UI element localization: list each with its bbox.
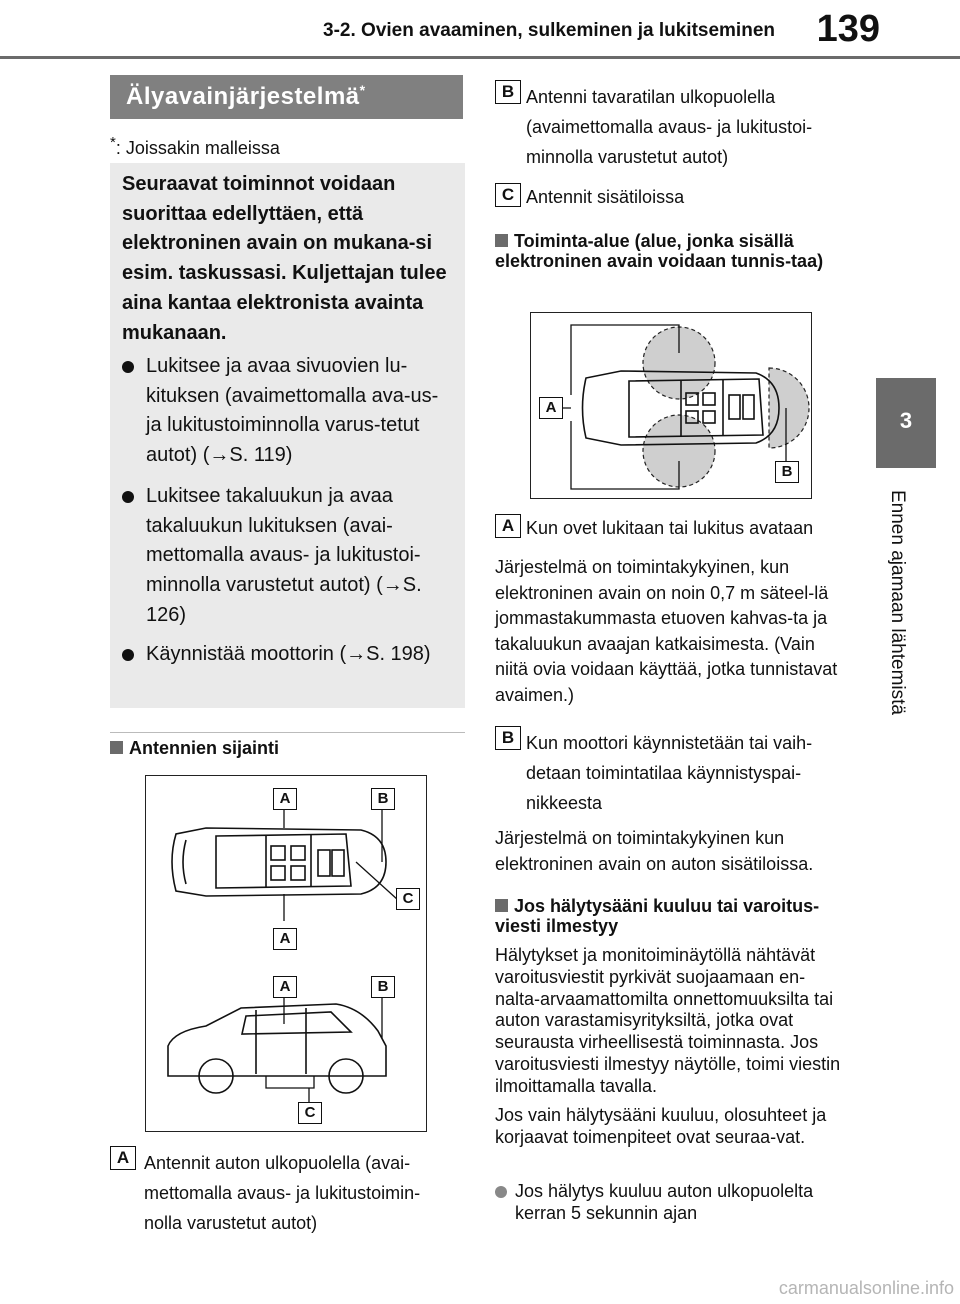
legend-text-a: Antennit auton ulkopuolella (avai-mettomalla avaus- ja lukitustoimin-nolla varustetut autot) <box>144 1153 421 1233</box>
legend-label-b: B <box>495 80 521 104</box>
figure-label-a: A <box>539 397 563 419</box>
range-label-a: A <box>495 514 521 538</box>
figure-label-c: C <box>298 1102 322 1124</box>
info-box-intro: Seuraavat toiminnot voidaan suorittaa edellyttäen, että elektroninen avain on mukana-si esim. taskussasi. Kuljettajan tulee aina kantaa elektronista avainta mukanaan. <box>122 173 447 344</box>
figure-label-b: B <box>371 788 395 810</box>
range-title-b: Kun moottori käynnistetään tai vaih-detaan toimintatilaa käynnistyspai-nikkeesta <box>526 733 813 813</box>
figure-label-a: A <box>273 976 297 998</box>
header-rule <box>0 56 960 59</box>
legend-label-a: A <box>110 1146 136 1170</box>
info-bullet <box>122 640 457 670</box>
section-divider <box>110 732 465 733</box>
page-number: 139 <box>816 8 880 50</box>
figure-label-a: A <box>273 928 297 950</box>
chapter-title: Ennen ajamaan lähtemistä <box>887 490 908 715</box>
chapter-number: 3 <box>899 408 913 433</box>
range-label-b: B <box>495 726 521 750</box>
car-diagram-icon <box>146 776 426 1131</box>
alarm-bullet-text: Jos hälytys kuuluu auton ulkopuolelta kerran 5 sekunnin ajan <box>515 1181 814 1223</box>
operating-range-figure <box>530 312 812 499</box>
figure-label-a: A <box>273 788 297 810</box>
running-header: 3-2. Ovien avaaminen, sulkeminen ja lukitseminen <box>323 20 775 41</box>
legend-text-b: Antenni tavaratilan ulkopuolella (avaimettomalla avaus- ja lukitustoi-minnolla varustetut autot) <box>526 87 813 167</box>
alarm-bullet <box>495 1181 850 1225</box>
watermark: carmanualsonline.info <box>778 1278 954 1298</box>
bullet-dot-icon <box>122 361 134 373</box>
antenna-heading-text: Antennien sijainti <box>129 738 280 758</box>
alarm-paragraph-2: Jos vain hälytysääni kuuluu, olosuhteet ja korjaavat toimenpiteet ovat seuraa-vat. <box>495 1105 827 1147</box>
square-bullet-icon <box>495 234 508 247</box>
antenna-location-figure <box>145 775 427 1132</box>
antenna-heading <box>110 738 465 758</box>
range-text-a: Järjestelmä on toimintakykyinen, kun elektroninen avain on noin 0,7 m säteel-lä jommastakummasta etuoven kahvas-ta ja takaluukun avaajan katkaisimesta. (Vain niitä ovia voidaan käyttää, jotka tunnistavat avaimen.) <box>495 557 838 705</box>
bullet-dot-icon <box>122 649 134 661</box>
footnote-mark: * <box>110 134 116 151</box>
range-heading-text: Toiminta-alue (alue, jonka sisällä elektroninen avain voidaan tunnis-taa) <box>495 231 824 271</box>
alarm-paragraph-1: Hälytykset ja monitoiminäytöllä nähtävät varoitusviestit pyrkivät suojaamaan en-nalta-arvaamattomilta onnettomuuksilta tai auton varastamisyrityksiltä, jotka ovat seurausta virheellisestä toiminnasta. Jos varoitusviesti ilmestyy näytölle, toimi viestin ilmoittamalla tavalla. <box>495 945 841 1096</box>
info-bullet-text: Lukitsee ja avaa sivuovien lu-kituksen (avaimettomalla ava-us- ja lukitustoiminnolla varus-tetut autot) (→S. 119) <box>146 355 439 467</box>
legend-text-c: Antennit sisätiloissa <box>526 187 685 207</box>
section-title <box>110 75 463 119</box>
info-bullet-text: Lukitsee takaluukun ja avaa takaluukun lukituksen (avai-mettomalla avaus- ja lukitustoi-minnolla varustetut autot) (→S. 126) <box>146 485 422 626</box>
range-diagram-icon <box>531 313 811 498</box>
range-title-a: Kun ovet lukitaan tai lukitus avataan <box>526 518 814 538</box>
info-bullet <box>122 482 457 631</box>
square-bullet-icon <box>110 741 123 754</box>
info-bullet <box>122 352 457 471</box>
bullet-dot-icon <box>122 491 134 503</box>
figure-label-b: B <box>371 976 395 998</box>
range-heading <box>495 231 845 271</box>
section-title-text: Älyavainjärjestelmä <box>126 83 360 110</box>
range-text-b: Järjestelmä on toimintakykyinen kun elektroninen avain on auton sisätiloissa. <box>495 828 814 874</box>
bullet-dot-icon <box>495 1186 507 1198</box>
info-bullet-text: Käynnistää moottorin (→S. 198) <box>146 643 431 665</box>
legend-label-c: C <box>495 183 521 207</box>
alarm-heading-text: Jos hälytysääni kuuluu tai varoitus-viesti ilmestyy <box>495 896 820 936</box>
alarm-heading <box>495 896 850 936</box>
square-bullet-icon <box>495 899 508 912</box>
footnote-text: : Joissakin malleissa <box>115 138 280 158</box>
section-title-mark: * <box>359 82 366 98</box>
figure-label-b: B <box>775 461 799 483</box>
footnote <box>110 134 280 159</box>
figure-label-c: C <box>396 888 420 910</box>
